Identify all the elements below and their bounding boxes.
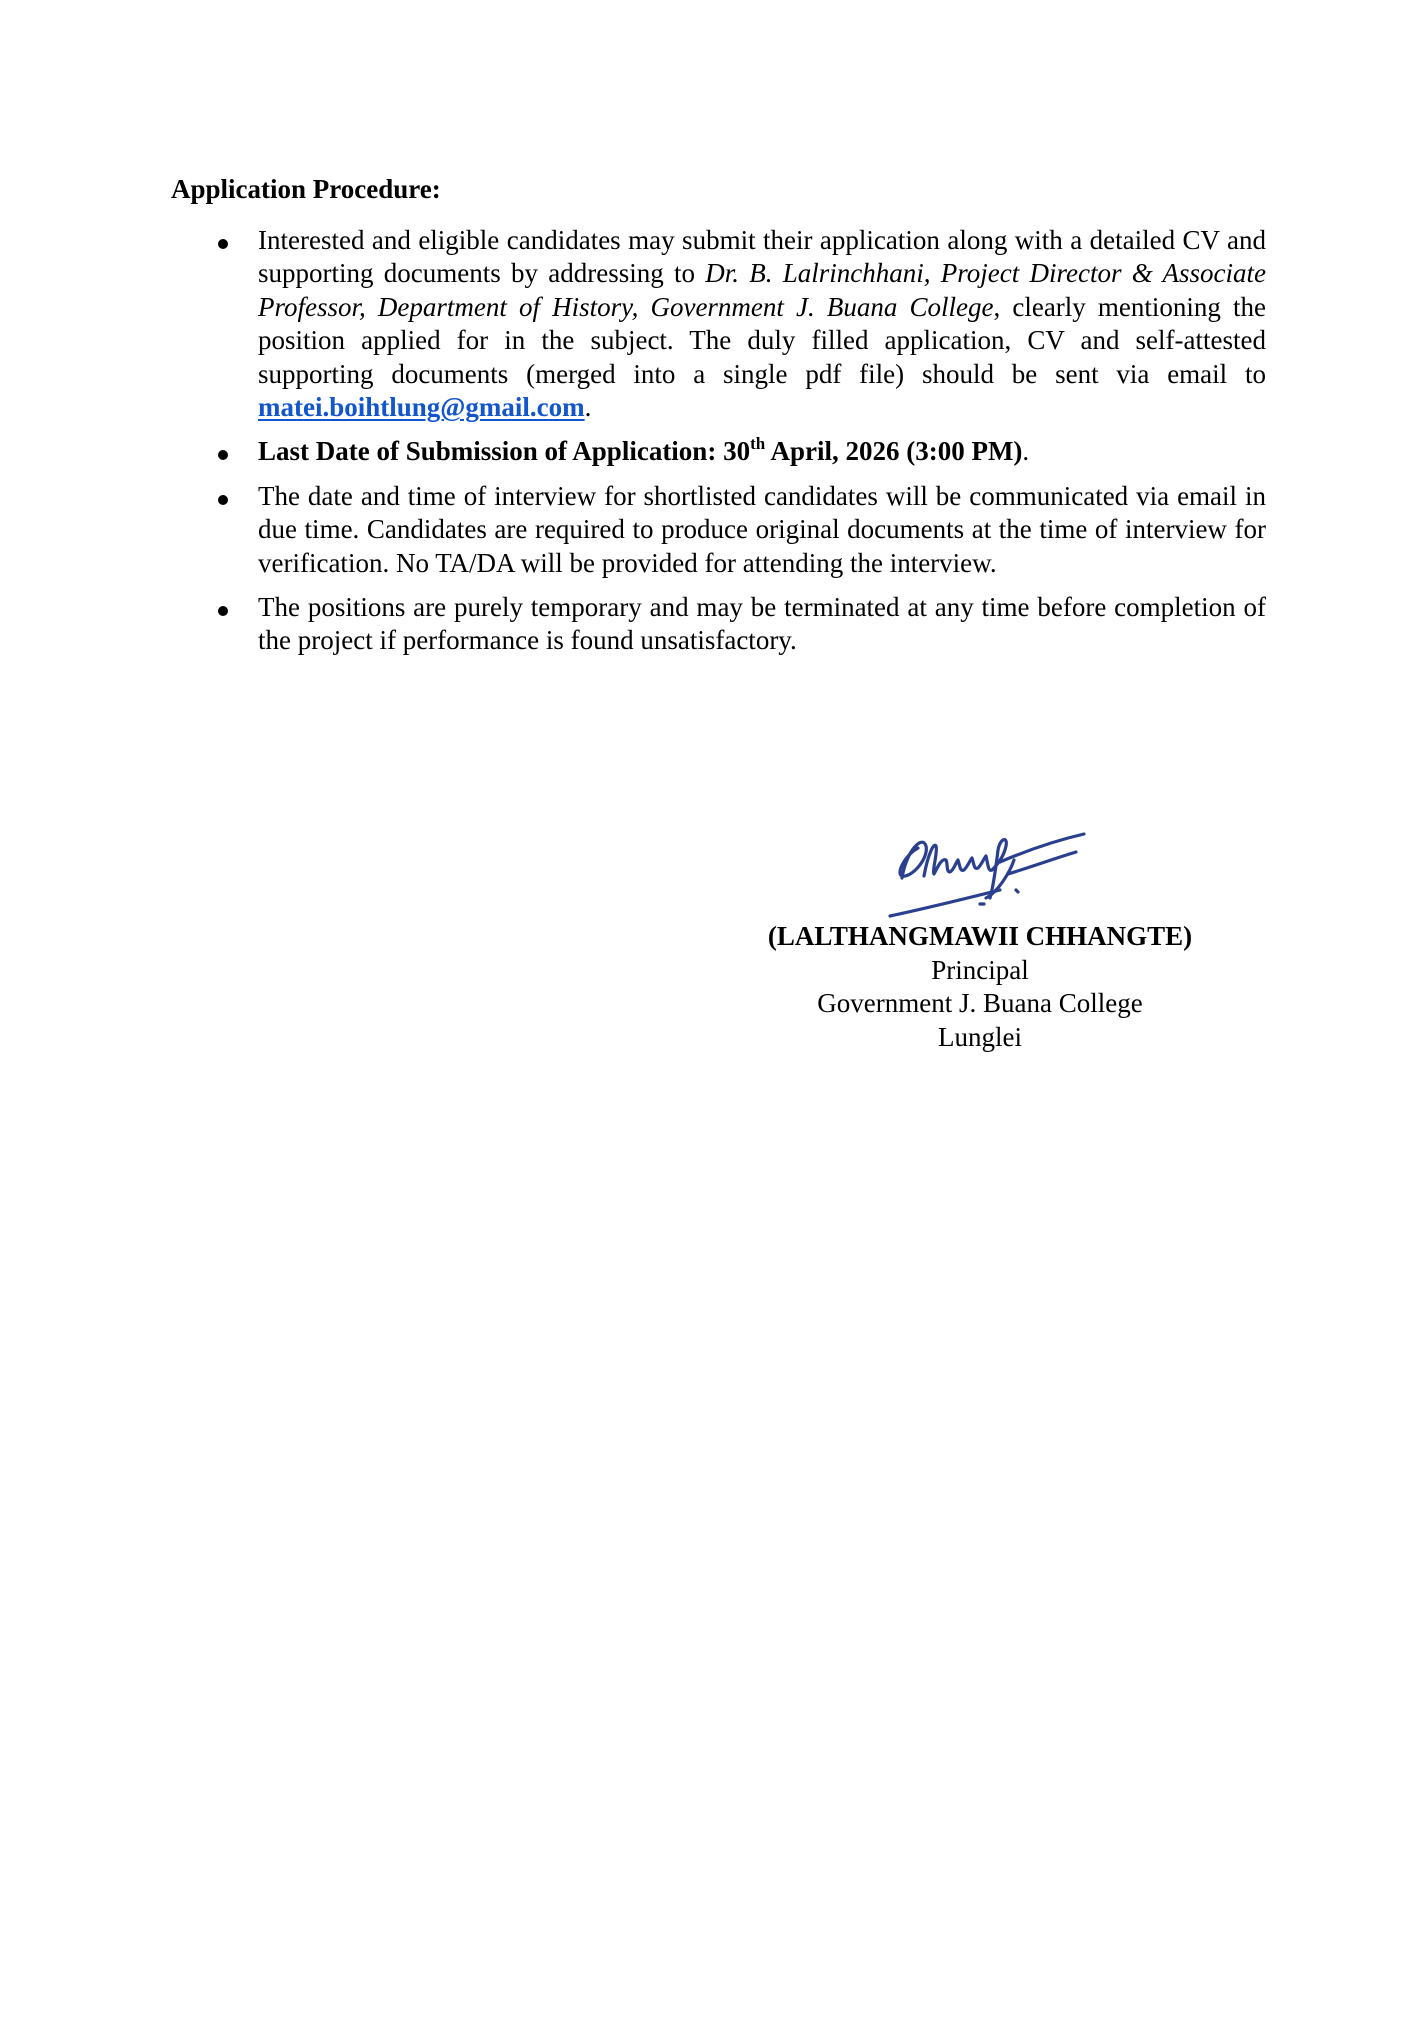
list-item-interview [170,480,1266,580]
last-date-label: Last Date of Submission of Application: 30 [258,436,751,467]
interview-text: The date and time of interview for shortlisted candidates will be communicated via email in due time. Candidates are required to produce original documents at the time of interview for verification. No TA/DA will be provided for attending the interview. [258,480,1266,578]
list-item-last-date [170,435,1266,468]
submission-middle: , clearly mentioning the position applied for in the subject. The duly filled application, CV and self-attested supporting documents (merged into a single pdf file) should be sent via email to [258,291,1267,389]
list-item-submission [170,224,1266,424]
ordinal-suffix: th [750,434,766,454]
list-item-temporary [170,591,1266,658]
addressee: Dr. B. Lalrinchhani, Project Director & Associate Professor, Department of History, Government J. Buana College [258,258,1266,322]
temporary-text: The positions are purely temporary and may be terminated at any time before completion of the project if performance is found unsatisfactory. [258,592,1266,656]
signatory-name: (LALTHANGMAWII CHHANGTE) [767,921,1193,951]
last-date-value: April, 2026 (3:00 PM) [765,436,1023,467]
section-heading: Application Procedure: [171,174,441,204]
procedure-list [170,224,1266,658]
submission-end: . [584,392,592,423]
bullet-icon [218,239,228,249]
signatory-block [720,920,1240,1054]
handwritten-signature [888,812,1088,922]
last-date-text [258,436,1022,466]
bullet-icon [218,495,228,505]
signatory-designation: Principal [931,954,1029,985]
submission-intro: Interested and eligible candidates may submit their application along with a detailed CV and supporting documents by addressing to [258,225,1266,289]
signatory-place: Lunglei [938,1021,1022,1052]
bullet-icon [218,450,228,460]
signatory-institution: Government J. Buana College [817,988,1143,1018]
email-link[interactable]: matei.boihtlung@gmail.com [258,392,585,423]
last-date-end: . [1022,436,1030,467]
bullet-icon [218,606,228,616]
